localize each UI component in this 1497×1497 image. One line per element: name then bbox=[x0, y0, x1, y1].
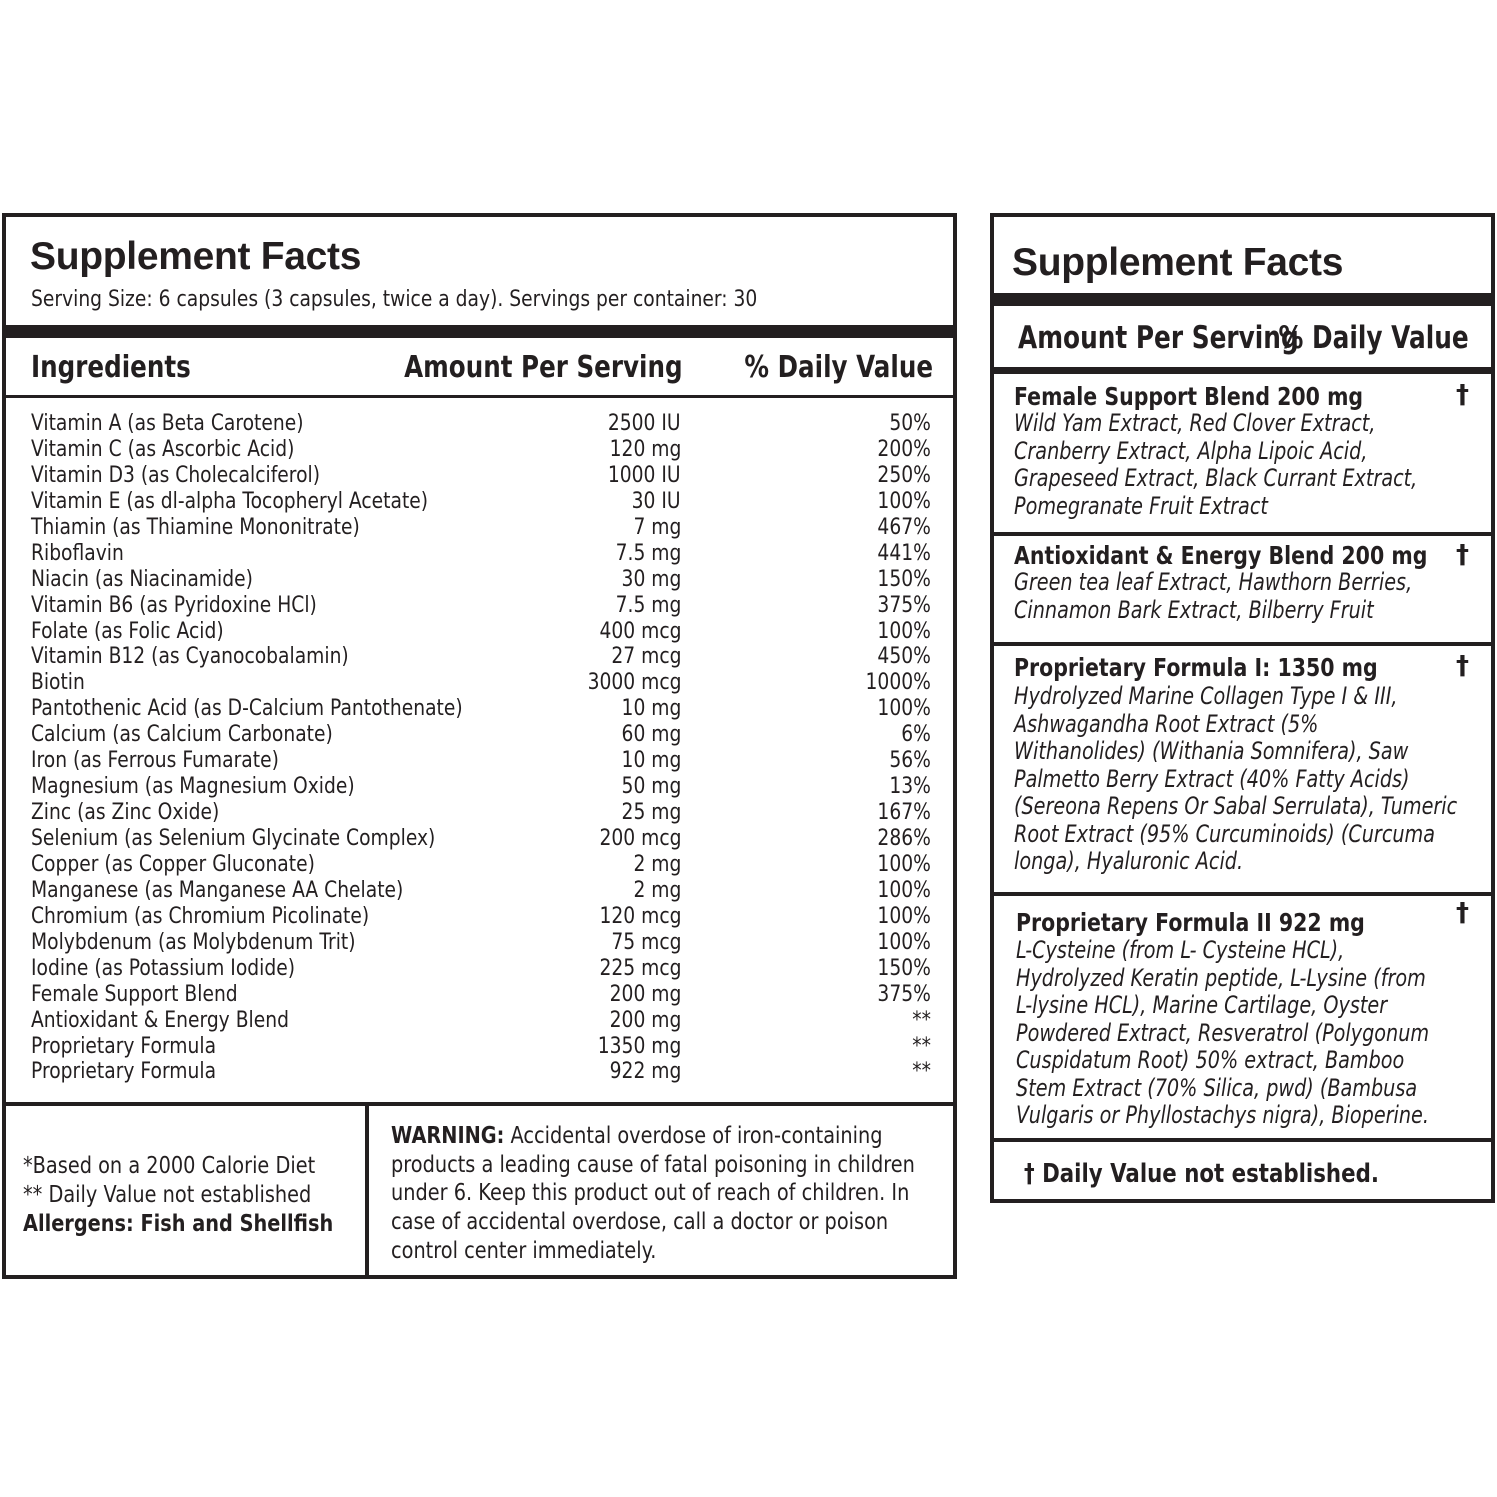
blend-line: Palmetto Berry Extract (40% Fatty Acids) bbox=[1014, 764, 1410, 793]
right-title: Supplement Facts bbox=[1012, 241, 1344, 284]
ingredient-name: Chromium (as Chromium Picolinate) bbox=[31, 903, 370, 929]
ingredient-name: Copper (as Copper Gluconate) bbox=[31, 851, 315, 877]
left-footer bbox=[6, 1102, 953, 1275]
ingredient-amount: 1350 mg bbox=[597, 1033, 681, 1059]
ingredient-row bbox=[6, 644, 953, 670]
left-thick-divider bbox=[6, 325, 953, 338]
right-thick-divider bbox=[994, 293, 1491, 306]
ingredient-name: Iodine (as Potassium Iodide) bbox=[31, 955, 295, 981]
ingredient-name: Vitamin B12 (as Cyanocobalamin) bbox=[31, 644, 349, 670]
ingredient-row bbox=[6, 826, 953, 852]
ingredient-row bbox=[6, 748, 953, 774]
ingredient-row bbox=[6, 930, 953, 956]
ingredient-amount: 7.5 mg bbox=[615, 540, 681, 566]
blend-line: Wild Yam Extract, Red Clover Extract, bbox=[1014, 409, 1376, 437]
ingredient-amount: 30 IU bbox=[632, 488, 681, 514]
left-header bbox=[6, 217, 953, 325]
ingredient-list bbox=[6, 411, 953, 1085]
warning-text: Accidental overdose of iron-containing bbox=[504, 1123, 883, 1149]
serving-size: Serving Size: 6 capsules (3 capsules, twice a day). Servings per container: 30 bbox=[31, 287, 758, 312]
blend-line: Cranberry Extract, Alpha Lipoic Acid, bbox=[1014, 436, 1368, 465]
blend-line: (Sereona Repens Or Sabal Serrulata), Tumeric bbox=[1014, 792, 1458, 820]
blend-ingredients bbox=[1016, 937, 1429, 1130]
dagger-icon: † bbox=[1456, 380, 1469, 410]
blend-antioxidant-energy bbox=[994, 536, 1491, 642]
ingredient-daily-value: ** bbox=[912, 1007, 931, 1033]
ingredient-amount: 2 mg bbox=[633, 851, 681, 877]
warning-line: products a leading cause of fatal poisoning in children bbox=[391, 1151, 915, 1178]
ingredient-row bbox=[6, 800, 953, 826]
ingredient-amount: 120 mg bbox=[609, 436, 681, 462]
ingredient-name: Vitamin B6 (as Pyridoxine HCl) bbox=[31, 592, 317, 618]
ingredient-name: Magnesium (as Magnesium Oxide) bbox=[31, 774, 355, 800]
ingredient-row bbox=[6, 619, 953, 645]
calorie-note: *Based on a 2000 Calorie Diet bbox=[23, 1153, 316, 1179]
ingredient-amount: 50 mg bbox=[621, 774, 681, 800]
ingredient-amount: 200 mg bbox=[609, 981, 681, 1007]
ingredient-amount: 120 mcg bbox=[598, 903, 681, 929]
ingredient-row bbox=[6, 489, 953, 515]
ingredient-daily-value: 1000% bbox=[865, 670, 931, 696]
ingredient-row bbox=[6, 515, 953, 541]
ingredient-daily-value: 250% bbox=[877, 462, 931, 488]
ingredient-name: Female Support Blend bbox=[31, 981, 238, 1007]
blend-line: Cinnamon Bark Extract, Bilberry Fruit bbox=[1014, 595, 1374, 624]
ingredient-daily-value: 167% bbox=[877, 800, 931, 826]
right-column-headers bbox=[994, 306, 1491, 370]
blend-line: Vulgaris or Phyllostachys nigra), Bioperine. bbox=[1016, 1101, 1429, 1129]
ingredient-name: Pantothenic Acid (as D-Calcium Pantothenate) bbox=[31, 696, 463, 722]
ingredient-row bbox=[6, 593, 953, 619]
dagger-icon: † bbox=[1456, 898, 1469, 928]
ingredient-name: Folate (as Folic Acid) bbox=[31, 618, 224, 644]
blend-line: Withanolides) (Withania Somnifera), Saw bbox=[1014, 737, 1409, 765]
blend-line: L-Cysteine (from L- Cysteine HCL), bbox=[1016, 936, 1345, 964]
ingredient-row bbox=[6, 1059, 953, 1085]
blend-ingredients bbox=[1014, 569, 1412, 624]
ingredient-amount: 2500 IU bbox=[608, 411, 681, 436]
ingredient-name: Thiamin (as Thiamine Mononitrate) bbox=[31, 514, 360, 540]
blend-line: Powdered Extract, Resveratrol (Polygonum bbox=[1016, 1018, 1430, 1047]
blend-line: Hydrolyzed Keratin peptide, L-Lysine (from bbox=[1016, 963, 1426, 992]
blend-line: Cuspidatum Root) 50% extract, Bamboo bbox=[1016, 1046, 1405, 1074]
blend-line: Ashwagandha Root Extract (5% bbox=[1014, 709, 1319, 738]
allergens-note: Allergens: Fish and Shellfish bbox=[23, 1211, 334, 1237]
ingredient-daily-value: 150% bbox=[877, 566, 931, 592]
ingredient-amount: 200 mcg bbox=[598, 826, 681, 851]
blend-line: Stem Extract (70% Silica, pwd) (Bambusa bbox=[1016, 1073, 1418, 1102]
dv-note: ** Daily Value not established bbox=[23, 1182, 312, 1208]
header-amount-per-serving: Amount Per Serving bbox=[404, 350, 683, 385]
blend-line: Green tea leaf Extract, Hawthorn Berries, bbox=[1014, 568, 1413, 596]
ingredient-amount: 30 mg bbox=[621, 566, 681, 592]
ingredient-amount: 1000 IU bbox=[608, 462, 681, 488]
ingredient-daily-value: 6% bbox=[901, 722, 931, 748]
warning-line: under 6. Keep this product out of reach of children. In bbox=[391, 1180, 910, 1207]
ingredient-daily-value: 286% bbox=[877, 826, 931, 851]
ingredient-daily-value: 50% bbox=[889, 411, 931, 436]
ingredient-amount: 200 mg bbox=[609, 1007, 681, 1033]
blend-divider bbox=[994, 1138, 1491, 1142]
ingredient-row bbox=[6, 411, 953, 437]
ingredient-name: Calcium (as Calcium Carbonate) bbox=[31, 722, 333, 748]
header-daily-value: % Daily Value bbox=[744, 350, 933, 385]
ingredient-daily-value: 100% bbox=[877, 877, 931, 903]
blend-line: Grapeseed Extract, Black Currant Extract, bbox=[1014, 464, 1418, 492]
ingredient-daily-value: 375% bbox=[877, 592, 931, 618]
ingredient-row bbox=[6, 567, 953, 593]
left-title: Supplement Facts bbox=[30, 235, 362, 278]
blend-female-support bbox=[994, 374, 1491, 532]
right-header-amount: Amount Per Serving bbox=[1018, 320, 1299, 356]
left-column-headers bbox=[6, 338, 953, 398]
right-header-daily-value: % Daily Value bbox=[1278, 320, 1469, 356]
header-ingredients: Ingredients bbox=[31, 350, 191, 385]
ingredient-amount: 2 mg bbox=[633, 877, 681, 903]
ingredient-name: Iron (as Ferrous Fumarate) bbox=[31, 748, 279, 774]
ingredient-name: Vitamin C (as Ascorbic Acid) bbox=[31, 436, 295, 462]
dagger-footnote: † Daily Value not established. bbox=[1024, 1159, 1379, 1189]
ingredient-row bbox=[6, 982, 953, 1008]
iron-warning bbox=[391, 1122, 945, 1266]
ingredient-daily-value: 150% bbox=[877, 955, 931, 981]
ingredient-name: Vitamin E (as dl-alpha Tocopheryl Acetate) bbox=[31, 488, 429, 514]
ingredient-amount: 400 mcg bbox=[598, 618, 681, 644]
blend-ingredients bbox=[1014, 683, 1457, 876]
blend-proprietary-formula-2 bbox=[994, 896, 1491, 1138]
ingredient-name: Niacin (as Niacinamide) bbox=[31, 566, 253, 592]
ingredient-name: Proprietary Formula bbox=[31, 1059, 217, 1085]
ingredient-amount: 7.5 mg bbox=[615, 592, 681, 618]
blend-title: Proprietary Formula II 922 mg bbox=[1016, 908, 1365, 937]
ingredient-daily-value: 56% bbox=[889, 748, 931, 774]
ingredient-row bbox=[6, 670, 953, 696]
ingredient-row bbox=[6, 541, 953, 567]
dagger-icon: † bbox=[1456, 651, 1469, 681]
ingredient-row bbox=[6, 722, 953, 748]
ingredient-daily-value: 375% bbox=[877, 981, 931, 1007]
blend-line: longa), Hyaluronic Acid. bbox=[1014, 847, 1244, 875]
warning-line: control center immediately. bbox=[391, 1237, 657, 1264]
ingredient-row bbox=[6, 774, 953, 800]
ingredient-daily-value: 441% bbox=[877, 540, 931, 566]
footer-notes bbox=[6, 1106, 369, 1275]
ingredient-daily-value: 450% bbox=[877, 644, 931, 670]
ingredient-name: Selenium (as Selenium Glycinate Complex) bbox=[31, 826, 436, 851]
ingredient-name: Biotin bbox=[31, 670, 85, 696]
right-medium-divider bbox=[994, 367, 1491, 374]
ingredient-amount: 75 mcg bbox=[610, 929, 681, 955]
ingredient-amount: 60 mg bbox=[621, 722, 681, 748]
ingredient-daily-value: 100% bbox=[877, 851, 931, 877]
warning-line bbox=[391, 1122, 945, 1151]
blend-line: Root Extract (95% Curcuminoids) (Curcuma bbox=[1014, 819, 1436, 848]
supplement-facts-main-panel bbox=[2, 213, 957, 1279]
blend-line: Hydrolyzed Marine Collagen Type I & III, bbox=[1014, 682, 1398, 710]
blend-title: Antioxidant & Energy Blend 200 mg bbox=[1014, 541, 1428, 570]
ingredient-amount: 25 mg bbox=[621, 800, 681, 826]
ingredient-daily-value: 467% bbox=[877, 514, 931, 540]
warning-label: WARNING: bbox=[391, 1123, 505, 1149]
ingredient-daily-value: 100% bbox=[877, 929, 931, 955]
ingredient-name: Proprietary Formula bbox=[31, 1033, 217, 1059]
dagger-icon: † bbox=[1456, 540, 1469, 570]
ingredient-row bbox=[6, 1008, 953, 1034]
ingredient-daily-value: 200% bbox=[877, 436, 931, 462]
blend-title: Female Support Blend 200 mg bbox=[1014, 382, 1364, 411]
supplement-facts-blend-panel bbox=[990, 213, 1495, 1203]
blend-line: Pomegranate Fruit Extract bbox=[1014, 491, 1268, 520]
ingredient-row bbox=[6, 904, 953, 930]
ingredient-name: Antioxidant & Energy Blend bbox=[31, 1007, 289, 1033]
ingredient-amount: 10 mg bbox=[621, 696, 681, 722]
ingredient-amount: 3000 mcg bbox=[587, 670, 681, 696]
warning-line: case of accidental overdose, call a doctor or poison bbox=[391, 1209, 889, 1236]
ingredient-daily-value: ** bbox=[912, 1059, 931, 1085]
ingredient-amount: 225 mcg bbox=[598, 955, 681, 981]
ingredient-row bbox=[6, 463, 953, 489]
ingredient-row bbox=[6, 852, 953, 878]
blend-ingredients bbox=[1014, 410, 1417, 520]
ingredient-name: Vitamin A (as Beta Carotene) bbox=[31, 411, 304, 436]
ingredient-daily-value: ** bbox=[912, 1033, 931, 1059]
blend-proprietary-formula-1 bbox=[994, 646, 1491, 892]
ingredient-name: Vitamin D3 (as Cholecalciferol) bbox=[31, 462, 321, 488]
ingredient-name: Zinc (as Zinc Oxide) bbox=[31, 800, 220, 826]
ingredient-daily-value: 100% bbox=[877, 696, 931, 722]
ingredient-daily-value: 100% bbox=[877, 903, 931, 929]
ingredient-name: Manganese (as Manganese AA Chelate) bbox=[31, 877, 404, 903]
ingredient-daily-value: 100% bbox=[877, 488, 931, 514]
ingredient-row bbox=[6, 437, 953, 463]
blend-line: L-lysine HCL), Marine Cartilage, Oyster bbox=[1016, 991, 1388, 1019]
blend-title: Proprietary Formula I: 1350 mg bbox=[1014, 653, 1378, 682]
ingredient-row bbox=[6, 878, 953, 904]
ingredient-name: Riboflavin bbox=[31, 540, 124, 566]
ingredient-row bbox=[6, 1034, 953, 1060]
ingredient-row bbox=[6, 696, 953, 722]
ingredient-name: Molybdenum (as Molybdenum Trit) bbox=[31, 929, 356, 955]
ingredient-amount: 27 mcg bbox=[610, 644, 681, 670]
ingredient-daily-value: 13% bbox=[889, 774, 931, 800]
ingredient-row bbox=[6, 956, 953, 982]
ingredient-daily-value: 100% bbox=[877, 618, 931, 644]
ingredient-amount: 10 mg bbox=[621, 748, 681, 774]
ingredient-amount: 7 mg bbox=[633, 514, 681, 540]
ingredient-amount: 922 mg bbox=[609, 1059, 681, 1085]
